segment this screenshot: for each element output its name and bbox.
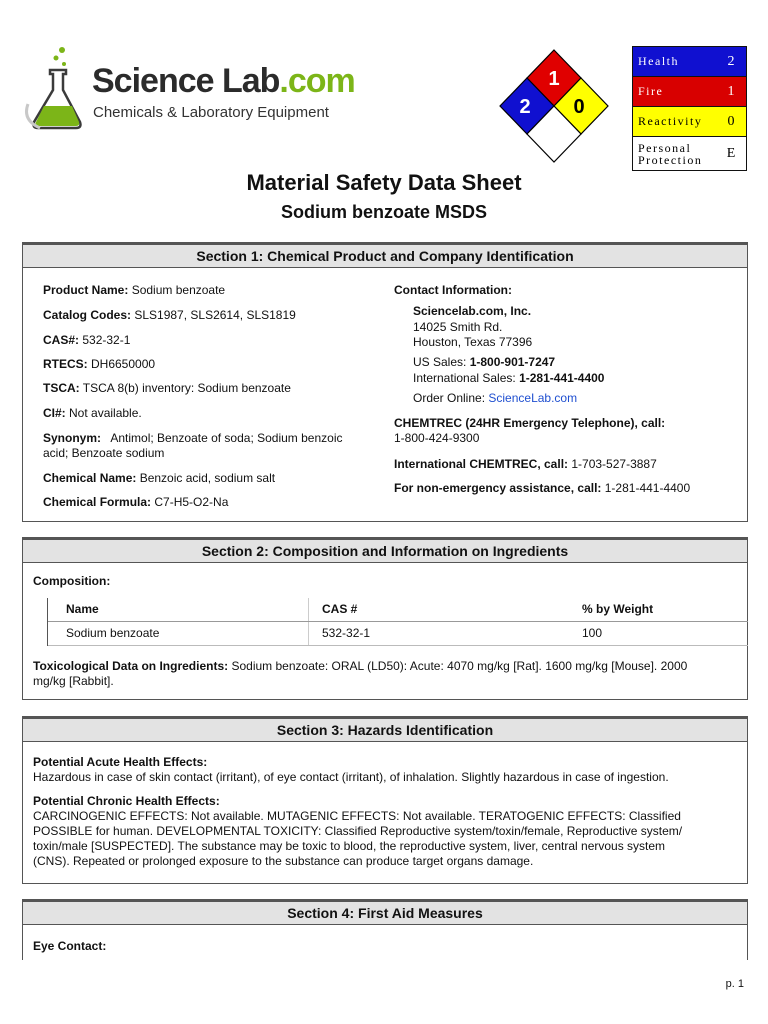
chemtrec-label: CHEMTREC (24HR Emergency Telephone), call: — [394, 416, 666, 430]
nfpa-flammability: 1 — [548, 68, 560, 90]
chemical-name: Chemical Name: Benzoic acid, sodium salt — [43, 471, 276, 485]
hazard-row-health: Health 2 — [633, 47, 746, 77]
hazard-row-personal-protection: Personal Protection E — [633, 137, 746, 170]
non-emergency-phone: For non-emergency assistance, call: 1-281-441-4400 — [394, 481, 691, 495]
chemtrec-phone: 1-800-424-9300 — [394, 431, 480, 445]
chronic-effects-text: CARCINOGENIC EFFECTS: Not available. MUTAGENIC EFFECTS: Not available. TERATOGENIC EFFECTS: Classified POSSIBLE for human. DEVELOPMENTAL TOXICITY: Classified Reproductive system/toxin/female, Reproductive system/ toxin/male [SUSPECTED]. The substance may be toxic to blood, the reproductive system, liver, central nervous system (CNS). Repeated or prolonged exposure to the substance can produce target organs damage. — [33, 809, 683, 868]
page-subtitle: Sodium benzoate MSDS — [280, 202, 487, 222]
us-sales: US Sales: 1-800-901-7247 — [413, 355, 556, 369]
page-number: p. 1 — [725, 978, 744, 990]
sciencelab-logo[interactable] — [20, 44, 355, 134]
section-3 — [22, 716, 748, 884]
nfpa-diamond — [498, 48, 610, 164]
international-chemtrec: International CHEMTREC, call: 1-703-527-3887 — [394, 457, 657, 471]
toxicological-data: Toxicological Data on Ingredients: Sodium benzoate: ORAL (LD50): Acute: 4070 mg/kg [Rat]. 1600 mg/kg [Mouse]. 2000 mg/kg [Rabbit]. — [33, 659, 688, 688]
synonym: Synonym: Antimol; Benzoate of soda; Sodium benzoic — [43, 431, 343, 445]
table-row: Sodium benzoate 532-32-1 100 — [48, 622, 748, 646]
tsca: TSCA: TSCA 8(b) inventory: Sodium benzoate — [43, 381, 291, 395]
section-1 — [22, 242, 748, 522]
table-header — [48, 598, 748, 622]
column-weight: % by Weight — [582, 602, 654, 616]
acute-effects-text: Hazardous in case of skin contact (irritant), of eye contact (irritant), of inhalation. Slightly hazardous in case of ingestion. — [33, 770, 669, 784]
chemical-formula: Chemical Formula: C7-H5-O2-Na — [43, 495, 229, 509]
flask-icon — [20, 44, 90, 134]
product-name: Product Name: Sodium benzoate — [43, 283, 226, 297]
catalog-codes: Catalog Codes: SLS1987, SLS2614, SLS1819 — [43, 308, 296, 322]
address-line-1: 14025 Smith Rd. — [413, 320, 503, 334]
nfpa-reactivity: 0 — [573, 96, 585, 118]
column-name: Name — [66, 602, 99, 616]
ingredients-table — [47, 598, 748, 646]
section-4-heading: Section 4: First Aid Measures — [23, 900, 747, 925]
synonym-continued: acid; Benzoate sodium — [43, 446, 165, 460]
column-cas: CAS # — [308, 598, 576, 621]
section-4 — [22, 899, 748, 960]
composition-label: Composition: — [33, 574, 111, 588]
cas-number: CAS#: 532-32-1 — [43, 333, 131, 347]
acute-effects-label: Potential Acute Health Effects: — [33, 755, 208, 769]
section-2-heading: Section 2: Composition and Information on Ingredients — [23, 538, 747, 563]
international-sales: International Sales: 1-281-441-4400 — [413, 371, 605, 385]
section-1-heading: Section 1: Chemical Product and Company Identification — [23, 243, 747, 268]
chronic-effects-label: Potential Chronic Health Effects: — [33, 794, 220, 808]
hazard-rating-table — [632, 46, 747, 171]
address-line-2: Houston, Texas 77396 — [413, 335, 533, 349]
sciencelab-link[interactable]: ScienceLab.com — [488, 391, 578, 405]
hazard-row-reactivity: Reactivity 0 — [633, 107, 746, 137]
brand-tagline: Chemicals & Laboratory Equipment — [93, 104, 329, 121]
company-name: Sciencelab.com, Inc. — [413, 304, 532, 318]
section-2 — [22, 537, 748, 700]
nfpa-health: 2 — [519, 96, 531, 118]
brand-name: Science Lab.com — [92, 62, 355, 100]
ci-number: CI#: Not available. — [43, 406, 142, 420]
order-online: Order Online: ScienceLab.com — [413, 391, 578, 405]
rtecs: RTECS: DH6650000 — [43, 357, 156, 371]
contact-heading: Contact Information: — [394, 283, 512, 297]
page-title: Material Safety Data Sheet — [246, 170, 522, 195]
section-3-heading: Section 3: Hazards Identification — [23, 717, 747, 742]
eye-contact-label: Eye Contact: — [33, 939, 107, 953]
hazard-row-fire: Fire 1 — [633, 77, 746, 107]
